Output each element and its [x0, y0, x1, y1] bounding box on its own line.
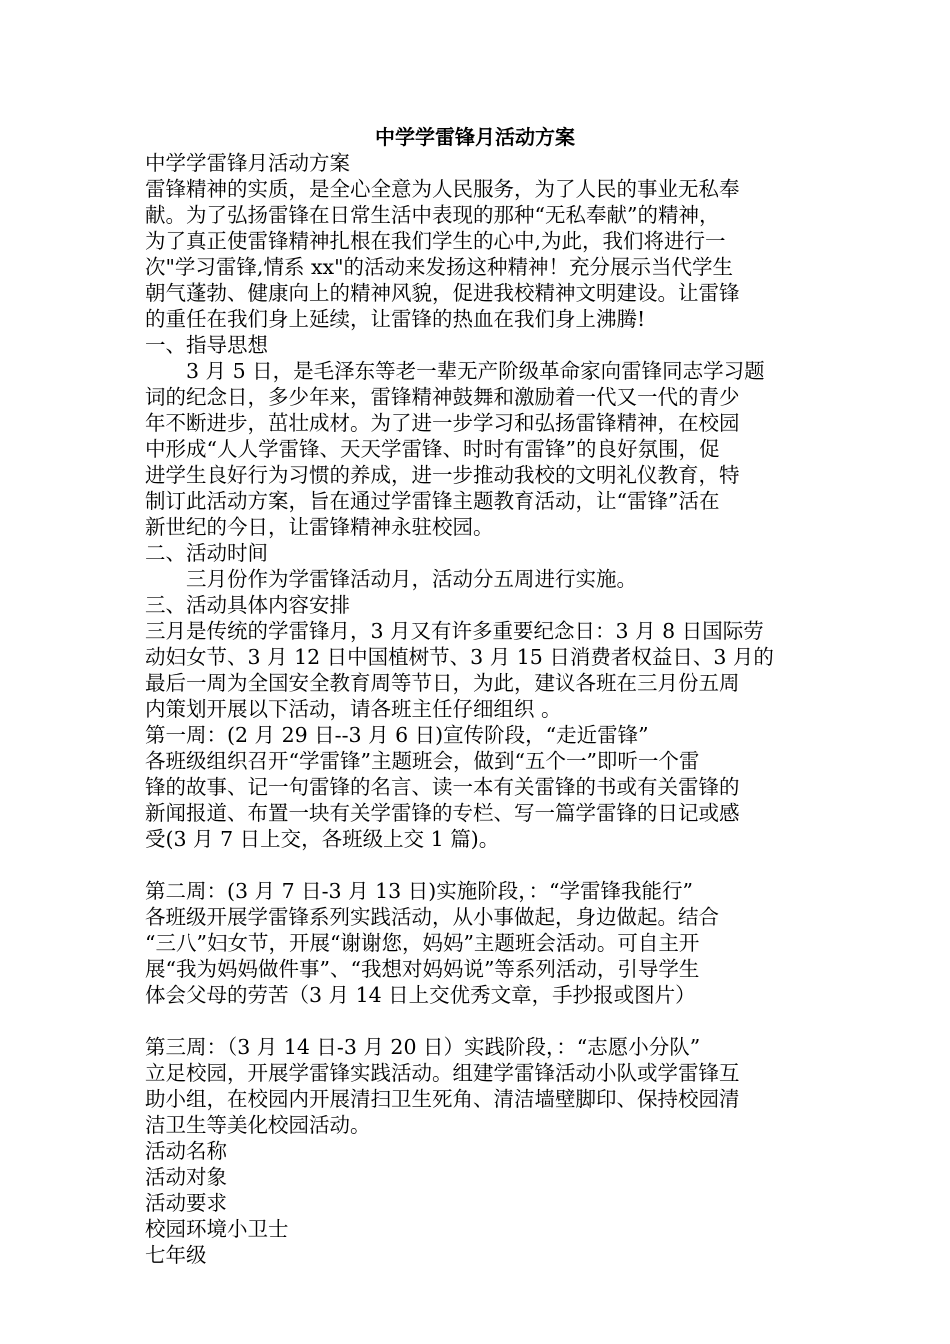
text-line: 3 月 5 日，是毛泽东等老一辈无产阶级革命家向雷锋同志学习题 [186, 359, 765, 383]
text-line: 的重任在我们身上延续，让雷锋的热血在我们身上沸腾! [145, 307, 646, 331]
text-line: 三、活动具体内容安排 [145, 593, 350, 617]
text-line: 新世纪的今日，让雷锋精神永驻校园。 [145, 515, 494, 539]
text-line: 三月是传统的学雷锋月，3 月又有许多重要纪念日：3 月 8 日国际劳 [145, 619, 764, 643]
text-line: 洁卫生等美化校园活动。 [145, 1113, 371, 1137]
text-line: 受(3 月 7 日上交，各班级上交 1 篇)。 [145, 827, 500, 851]
text-line: 体会父母的劳苦（3 月 14 日上交优秀文章，手抄报或图片） [145, 983, 696, 1007]
document-body [145, 150, 809, 1268]
text-line: 新闻报道、布置一块有关学雷锋的专栏、写一篇学雷锋的日记或感 [145, 801, 740, 825]
text-line: 中形成“人人学雷锋、天天学雷锋、时时有雷锋”的良好氛围，促 [145, 437, 720, 461]
text-line: 朝气蓬勃、健康向上的精神风貌，促进我校精神文明建设。让雷锋 [145, 281, 740, 305]
text-line: 进学生良好行为习惯的养成，进一步推动我校的文明礼仪教育，特 [145, 463, 740, 487]
text-line: 制订此活动方案，旨在通过学雷锋主题教育活动，让“雷锋”活在 [145, 489, 720, 513]
text-line: 动妇女节、3 月 12 日中国植树节、3 月 15 日消费者权益日、3 月的 [145, 645, 774, 669]
text-line: 活动名称 [145, 1139, 227, 1163]
text-line: 第一周：(2 月 29 日--3 月 6 日)宣传阶段，“走近雷锋” [145, 723, 649, 747]
text-line: 第二周：(3 月 7 日-3 月 13 日)实施阶段，：“学雷锋我能行” [145, 879, 693, 903]
text-line: 校园环境小卫士 [145, 1217, 289, 1241]
text-line: 七年级 [145, 1243, 207, 1267]
text-line: 活动要求 [145, 1191, 227, 1215]
text-line: 二、活动时间 [145, 541, 268, 565]
text-line: 雷锋精神的实质，是全心全意为人民服务，为了人民的事业无私奉 [145, 177, 740, 201]
text-line: 三月份作为学雷锋活动月，活动分五周进行实施。 [186, 567, 637, 591]
text-line: 助小组，在校园内开展清扫卫生死角、清洁墙壁脚印、保持校园清 [145, 1087, 740, 1111]
text-line: 各班级开展学雷锋系列实践活动，从小事做起，身边做起。结合 [145, 905, 719, 929]
text-line: 献。为了弘扬雷锋在日常生活中表现的那种“无私奉献”的精神， [145, 203, 720, 227]
text-line: “三八”妇女节，开展“谢谢您，妈妈”主题班会活动。可自主开 [145, 931, 700, 955]
text-line: 内策划开展以下活动，请各班主任仔细组织 。 [145, 697, 562, 721]
text-line: 活动对象 [145, 1165, 227, 1189]
text-line: 最后一周为全国安全教育周等节日，为此，建议各班在三月份五周 [145, 671, 740, 695]
text-line: 立足校园，开展学雷锋实践活动。组建学雷锋活动小队或学雷锋互 [145, 1061, 740, 1085]
text-line: 第三周：（3 月 14 日-3 月 20 日）实践阶段，：“志愿小分队” [145, 1035, 701, 1059]
text-line: 各班级组织召开“学雷锋”主题班会，做到“五个一”即听一个雷 [145, 749, 700, 773]
text-line: 次"学习雷锋,情系 xx"的活动来发扬这种精神！充分展示当代学生 [145, 255, 734, 279]
blank-line [145, 852, 809, 878]
text-line: 为了真正使雷锋精神扎根在我们学生的心中,为此，我们将进行一 [145, 229, 726, 253]
text-line: 展“我为妈妈做件事”、“我想对妈妈说”等系列活动，引导学生 [145, 957, 700, 981]
blank-line [145, 1008, 809, 1034]
text-line: 一、指导思想 [145, 333, 268, 357]
text-line: 年不断进步，茁壮成材。为了进一步学习和弘扬雷锋精神，在校园 [145, 411, 740, 435]
document-title: 中学学雷锋月活动方案 [375, 125, 575, 149]
text-line: 锋的故事、记一句雷锋的名言、读一本有关雷锋的书或有关雷锋的 [145, 775, 740, 799]
text-line: 中学学雷锋月活动方案 [145, 151, 350, 175]
text-line: 词的纪念日，多少年来，雷锋精神鼓舞和激励着一代又一代的青少 [145, 385, 740, 409]
